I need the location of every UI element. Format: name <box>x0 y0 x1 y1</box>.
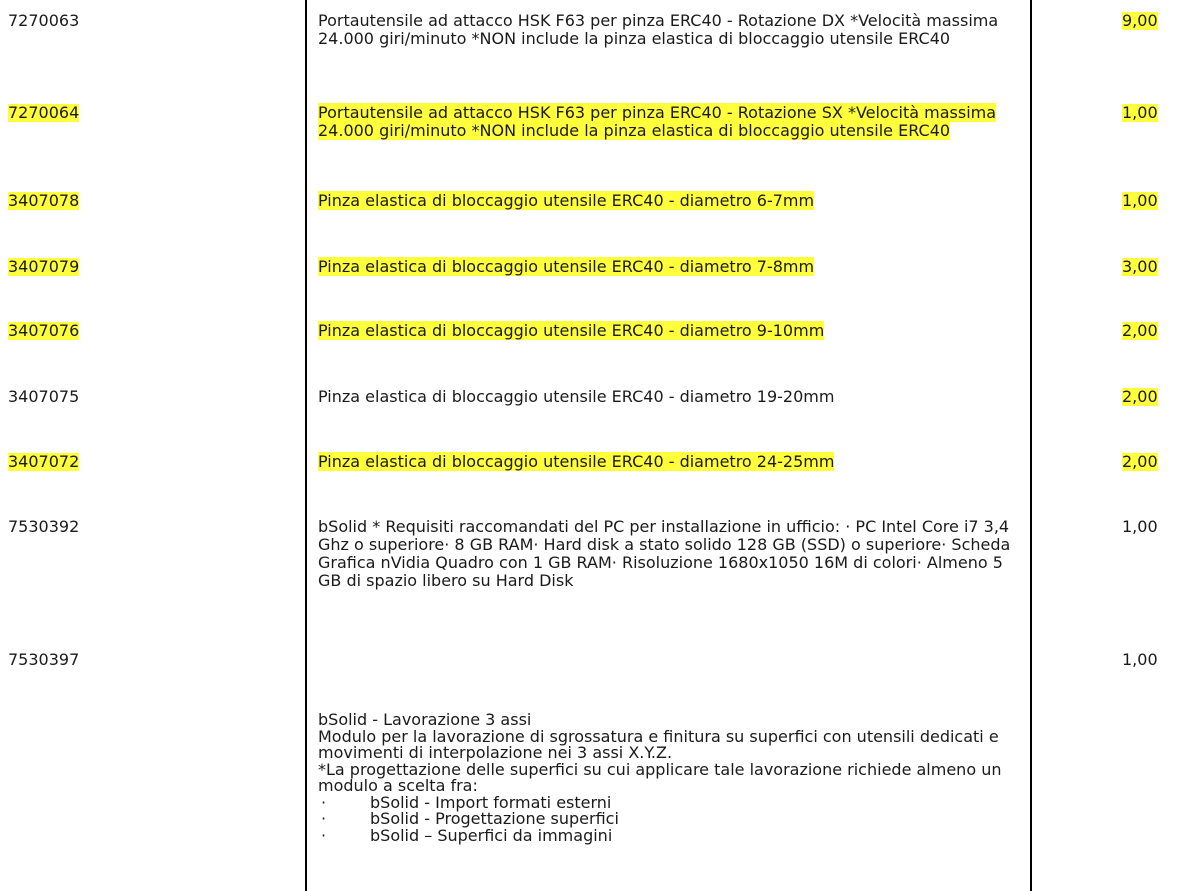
item-quantity: 2,00 <box>1122 321 1158 340</box>
item-code: 3407076 <box>8 321 80 340</box>
bullet-symbol: · <box>321 809 327 828</box>
bullet-text: bSolid – Superfici da immagini <box>370 825 613 845</box>
item-description-text: Portautensile ad attacco HSK F63 per pinza ERC40 - Rotazione DX *Velocità massima 24.000 giri/minuto *NON include la pinza elastica di bloccaggio utensile ERC40 <box>318 11 999 48</box>
item-description-text: Pinza elastica di bloccaggio utensile ERC40 - diametro 7-8mm <box>318 257 815 276</box>
item-description <box>318 104 1018 140</box>
item-code: 7530392 <box>8 517 80 536</box>
item-code: 7270063 <box>8 11 80 30</box>
item-description-text: Pinza elastica di bloccaggio utensile ERC40 - diametro 19-20mm <box>318 387 835 406</box>
bullet-symbol: · <box>321 792 327 812</box>
item-description-text: bSolid * Requisiti raccomandati del PC per installazione in ufficio: · PC Intel Core i7 3,4 Ghz o superiore· 8 GB RAM· Hard disk a stato solido 128 GB (SSD) o superiore· Scheda Grafica nVidia Quadro con 1 GB RAM· Risoluzione 1680x1050 16M di colori· Almeno 5 GB di spazio libero su Hard Disk <box>318 517 1011 590</box>
item-description-text: Pinza elastica di bloccaggio utensile ERC40 - diametro 9-10mm <box>318 321 825 340</box>
item-description <box>318 258 1018 276</box>
item-description <box>318 322 1018 340</box>
item-description <box>318 12 1018 48</box>
bullet-symbol: · <box>321 825 327 845</box>
item-quantity: 2,00 <box>1122 452 1158 471</box>
column-divider-right <box>1030 0 1032 891</box>
module-body: Modulo per la lavorazione di sgrossatura e finitura su superfici con utensili dedicati e movimenti di interpolazione nei 3 assi X.Y.Z. <box>318 726 999 762</box>
module-title: bSolid - Lavorazione 3 assi <box>318 710 532 729</box>
item-description-text: Pinza elastica di bloccaggio utensile ERC40 - diametro 24-25mm <box>318 452 835 471</box>
item-description <box>318 192 1018 210</box>
item-description-text: Pinza elastica di bloccaggio utensile ERC40 - diametro 6-7mm <box>318 191 815 210</box>
item-quantity: 1,00 <box>1122 103 1158 122</box>
item-description <box>318 453 1018 471</box>
item-code: 7530397 <box>8 650 80 669</box>
item-quantity: 1,00 <box>1122 650 1158 669</box>
item-code: 3407075 <box>8 387 80 406</box>
item-code: 3407072 <box>8 452 80 471</box>
item-quantity: 1,00 <box>1122 191 1158 210</box>
item-code: 7270064 <box>8 103 80 122</box>
item-code: 3407079 <box>8 257 80 276</box>
item-quantity: 9,00 <box>1122 11 1158 30</box>
module-description-block <box>318 712 1018 844</box>
item-description <box>318 518 1018 590</box>
item-quantity: 2,00 <box>1122 387 1158 406</box>
item-quantity: 3,00 <box>1122 257 1158 276</box>
item-description-text: Portautensile ad attacco HSK F63 per pinza ERC40 - Rotazione SX *Velocità massima 24.000 giri/minuto *NON include la pinza elastica di bloccaggio utensile ERC40 <box>318 103 997 140</box>
item-code: 3407078 <box>8 191 80 210</box>
item-quantity: 1,00 <box>1122 517 1158 536</box>
module-note: *La progettazione delle superfici su cui applicare tale lavorazione richiede almeno un modulo a scelta fra: <box>318 759 1002 795</box>
bullet-text: bSolid - Import formati esterni <box>370 792 612 812</box>
column-divider-left <box>305 0 307 891</box>
list-item <box>318 825 1018 845</box>
bullet-text: bSolid - Progettazione superfici <box>370 809 619 828</box>
item-description <box>318 388 1018 406</box>
